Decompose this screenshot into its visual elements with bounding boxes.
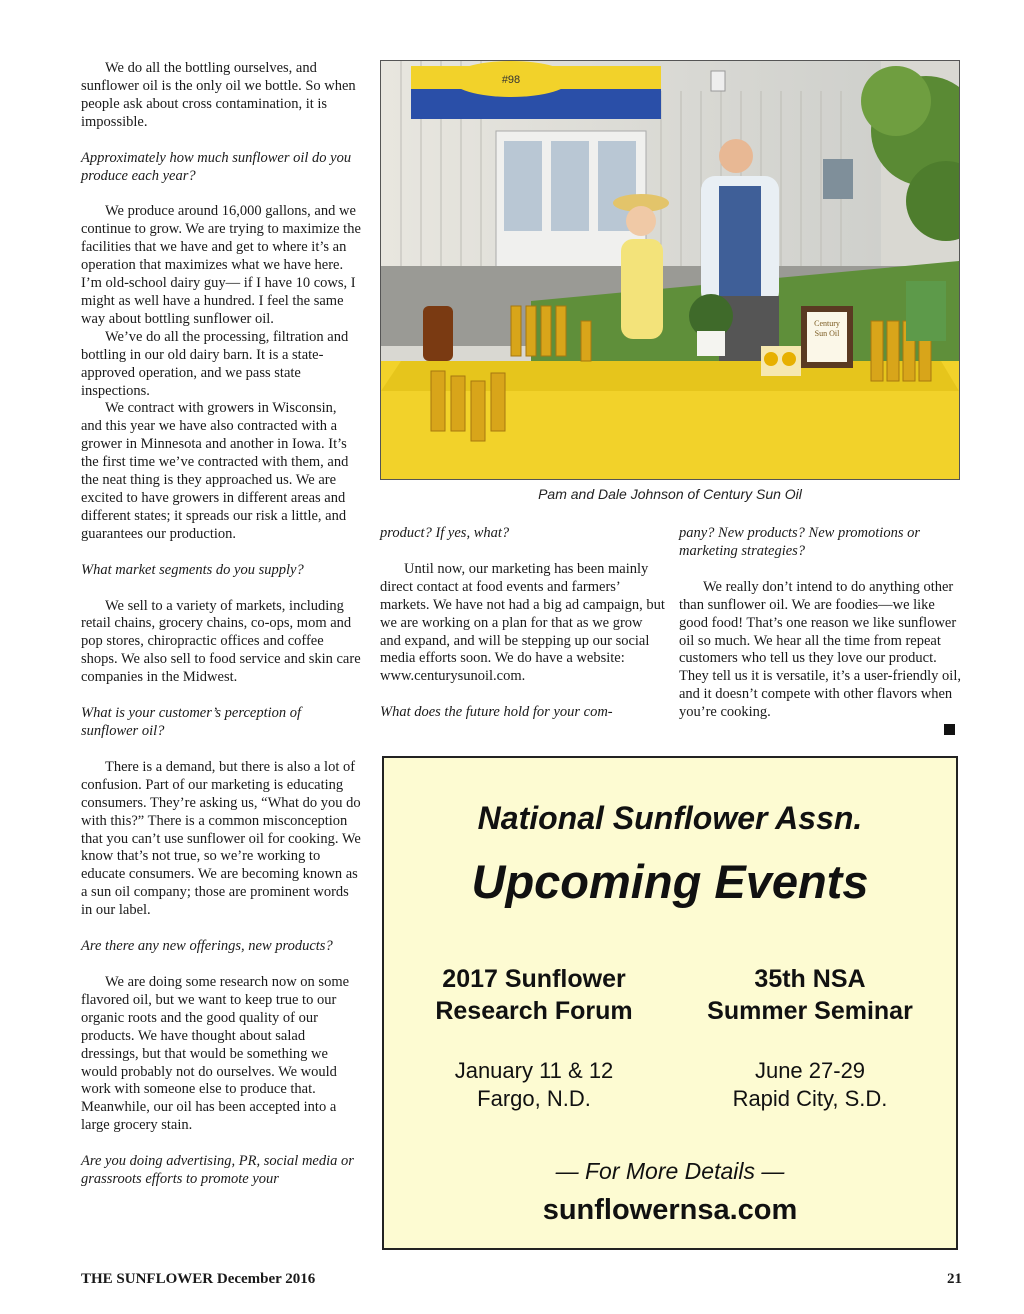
interview-question: What market segments do you supply? — [81, 561, 304, 578]
article-column-1 — [81, 60, 361, 1189]
ad-more-details: — For More Details — — [555, 1158, 785, 1184]
ad-organization: National Sunflower Assn. — [477, 800, 863, 836]
paragraph: There is a demand, but there is also a lot of confusion. Part of our marketing is educating consumers. They’re asking us, “What do you do with this?” There is a common misconception that you can’t use sunflower oil for cooking. We know that’s not true, so we’re working to educate consumers. We are becoming known as a sun oil company; those are prominent words in our label. — [81, 758, 361, 919]
photo-caption: Pam and Dale Johnson of Century Sun Oil — [538, 486, 802, 502]
event-date: January 11 & 12 — [454, 1058, 614, 1083]
paragraph: We do all the bottling ourselves, and sunflower oil is the only oil we bottle. So when people ask about cross contamination, it is impossible. — [81, 60, 356, 130]
interview-question: What does the future hold for your com- — [380, 704, 613, 721]
paragraph-gap — [81, 1135, 361, 1153]
event-title-line1: 2017 Sunflower — [442, 965, 626, 993]
footer-page-number: 21 — [947, 1271, 962, 1287]
paragraph-gap — [81, 132, 361, 150]
paragraph: We produce around 16,000 gallons, and we continue to grow. We are trying to maximize the facilities that we have and get to where it’s an operation that maximizes what we have here. I’m old-school dairy guy— if I have 10 cows, I might as well have a hundred. I feel the same way about bottling sunflower oil. — [81, 203, 361, 327]
events-advertisement — [382, 756, 958, 1250]
paragraph: We are doing some research now on some flavored oil, but we want to keep true to our organic roots and the good quality of our products. We have thought about salad dressings, but that would be something we would probably not do ourselves. We would work with someone else to produce that. Meanwhile, our oil has been accepted into a large grocery stain. — [81, 973, 350, 1134]
event-place: Fargo, N.D. — [477, 1086, 591, 1111]
interview-question: Are there any new offerings, new products? — [81, 938, 333, 955]
paragraph-gap — [81, 741, 361, 759]
paragraph-gap — [81, 920, 361, 938]
article-column-2 — [380, 525, 665, 722]
event-title-line1: 35th NSA — [754, 965, 866, 993]
paragraph: We really don’t intend to do anything other than sunflower oil. We are foodies—we like good food! That’s one reason we like sunflower oil so much. We hear all the time from repeat customers who tell us they love our product. They tell us it is versatile, it’s a user-friendly oil, and it doesn’t compete with other flavors when you’re cooking. — [679, 578, 961, 721]
paragraph-gap — [380, 543, 665, 561]
paragraph-gap — [679, 561, 964, 579]
interview-question: product? If yes, what? — [380, 525, 510, 541]
interview-question: Are you doing advertising, PR, social media or grassroots efforts to promote your — [81, 1153, 354, 1188]
paragraph: We sell to a variety of markets, including retail chains, grocery chains, co-ops, mom and pop stores, chiropractic offices and coffee shops. We also sell to food service and skin care companies in the Midwest. — [81, 597, 361, 686]
footer-publication: THE SUNFLOWER December 2016 — [81, 1271, 316, 1287]
interview-question: What is your customer’s perception of sunflower oil? — [81, 705, 302, 739]
paragraph-gap — [81, 544, 361, 562]
end-of-article-mark — [944, 724, 955, 735]
event-date: June 27-29 — [754, 1058, 866, 1083]
article-column-3 — [679, 525, 964, 722]
paragraph-gap — [380, 686, 665, 704]
event-research-forum — [404, 963, 664, 1113]
paragraph: Until now, our marketing has been mainly direct contact at food events and farmers’ markets. We have not had a big ad campaign, but we are working on a plan for that as we grow and expand, and will be stepping up our social media efforts soon. We do have a website: www.centurysunoil.com. — [380, 560, 665, 685]
event-summer-seminar — [680, 963, 940, 1113]
interview-question: pany? New products? New promotions or marketing strategies? — [679, 525, 920, 559]
vendor-photo — [380, 60, 960, 480]
paragraph-gap — [81, 956, 361, 974]
interview-question: Approximately how much sunflower oil do you produce each year? — [81, 149, 352, 184]
event-place: Rapid City, S.D. — [732, 1086, 888, 1111]
paragraph-gap — [81, 185, 361, 203]
ad-heading: Upcoming Events — [471, 855, 869, 908]
event-title-line2: Research Forum — [435, 997, 633, 1025]
frame-sign-line1: Century — [814, 319, 840, 328]
paragraph-gap — [81, 687, 361, 705]
building-sign: #98 — [501, 74, 521, 86]
event-title-line2: Summer Seminar — [707, 997, 913, 1025]
paragraph: We’ve do all the processing, filtration and bottling in our old dairy barn. It is a state-approved operation, and we pass state inspections. — [81, 328, 349, 399]
ad-website-link[interactable]: sunflowernsa.com — [542, 1194, 798, 1226]
paragraph-gap — [81, 580, 361, 598]
frame-sign-line2: Sun Oil — [814, 329, 840, 338]
paragraph: We contract with growers in Wisconsin, and this year we have also contracted with a grower in Minnesota and another in Iowa. It’s the first time we’ve contracted with them, and the neat thing is they approached us. We are excited to have growers in different areas and different states; it spreads our risk a little, and guarantees our production. — [81, 400, 349, 542]
